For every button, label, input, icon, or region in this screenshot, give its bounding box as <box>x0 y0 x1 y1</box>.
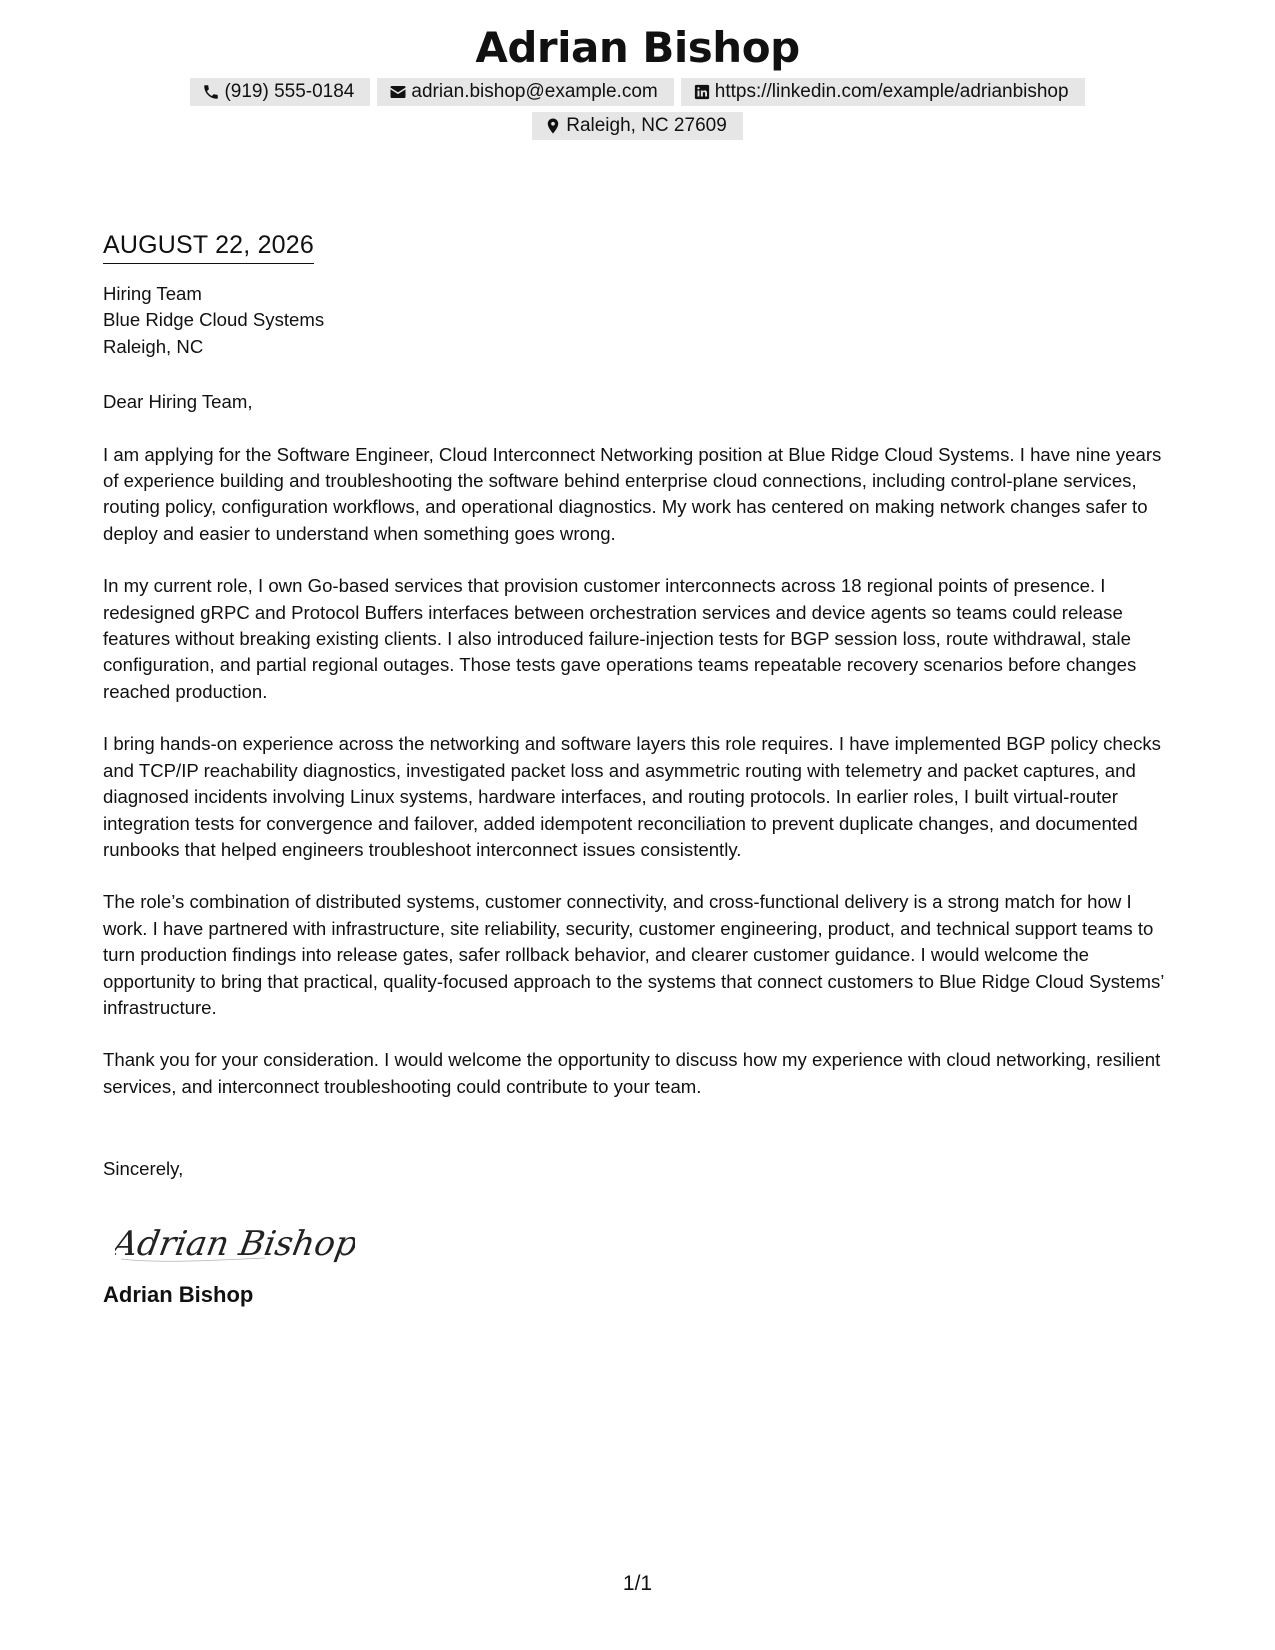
letter-body <box>103 228 1178 1309</box>
letter-date: AUGUST 22, 2026 <box>103 228 314 264</box>
phone-text: (919) 555-0184 <box>224 81 355 102</box>
linkedin-text[interactable]: https://linkedin.com/example/adrianbishop <box>714 81 1069 102</box>
body-paragraph: I am applying for the Software Engineer, Cloud Interconnect Networking position at Blue Ridge Cloud Systems. I have nine years of experience building and troubleshooting the software behind enterprise cloud connections, including control-plane services, routing policy, configuration workflows, and operational diagnostics. My work has centered on making network changes safer to deploy and easier to understand when something goes wrong. <box>103 443 1162 544</box>
body-paragraph: In my current role, I own Go-based services that provision customer interconnects across 18 regional points of presence. I redesigned gRPC and Protocol Buffers interfaces between orchestration services and device agents so teams could release features without breaking existing clients. I also introduced failure-injection tests for BGP session loss, route withdrawal, stale configuration, and partial regional outages. Those tests gave operations teams repeatable recovery scenarios before changes reached production. <box>103 575 1137 702</box>
recipient-line: Hiring Team <box>103 283 202 304</box>
letter-header <box>0 18 1275 140</box>
phone-chip <box>190 78 370 106</box>
email-text[interactable]: adrian.bishop@example.com <box>411 81 658 102</box>
closing: Sincerely, <box>103 1158 184 1180</box>
recipient-location: Raleigh, NC <box>103 335 204 357</box>
contact-row-primary <box>0 78 1275 106</box>
email-chip[interactable] <box>377 78 673 106</box>
linkedin-icon <box>693 83 711 101</box>
body-paragraph: Thank you for your consideration. I would welcome the opportunity to discuss how my experience with cloud networking, resilient services, and interconnect troubleshooting could contribute to your team. <box>103 1049 1161 1097</box>
signature-glyphs: Adrian Bishop <box>115 1223 355 1264</box>
handwritten-signature <box>115 1211 1178 1281</box>
envelope-icon <box>389 83 407 101</box>
location-text: Raleigh, NC 27609 <box>566 115 727 136</box>
body-paragraph: The role’s combination of distributed systems, customer connectivity, and cross-functional delivery is a strong match for how I work. I have partnered with infrastructure, site reliability, security, customer engineering, product, and technical support teams to turn production findings into release gates, safer rollback behavior, and clearer customer guidance. I would welcome the opportunity to bring that practical, quality-focused approach to the systems that connect customers to Blue Ridge Cloud Systems’ infrastructure. <box>103 891 1164 1018</box>
contact-row-secondary <box>0 112 1275 140</box>
recipient-company: Blue Ridge Cloud Systems <box>103 309 325 331</box>
map-pin-icon <box>544 117 562 135</box>
linkedin-chip[interactable] <box>681 78 1085 106</box>
signature-image <box>115 1211 355 1281</box>
signer-name: Adrian Bishop <box>103 1281 254 1307</box>
body-paragraph: I bring hands-on experience across the networking and software layers this role requires. I have implemented BGP policy checks and TCP/IP reachability diagnostics, investigated packet loss and asymmetric routing with telemetry and packet captures, and diagnosed incidents involving Linux systems, hardware interfaces, and routing protocols. In earlier roles, I built virtual-router integration tests for convergence and failover, added idempotent reconciliation to prevent duplicate changes, and documented runbooks that helped engineers troubleshoot interconnect issues consistently. <box>103 733 1161 860</box>
location-chip <box>532 112 743 140</box>
applicant-name: Adrian Bishop <box>475 23 800 72</box>
page-number: 1/1 <box>622 1572 653 1595</box>
recipient-block <box>103 281 1178 360</box>
salutation: Dear Hiring Team, <box>103 391 253 413</box>
phone-icon <box>202 83 220 101</box>
